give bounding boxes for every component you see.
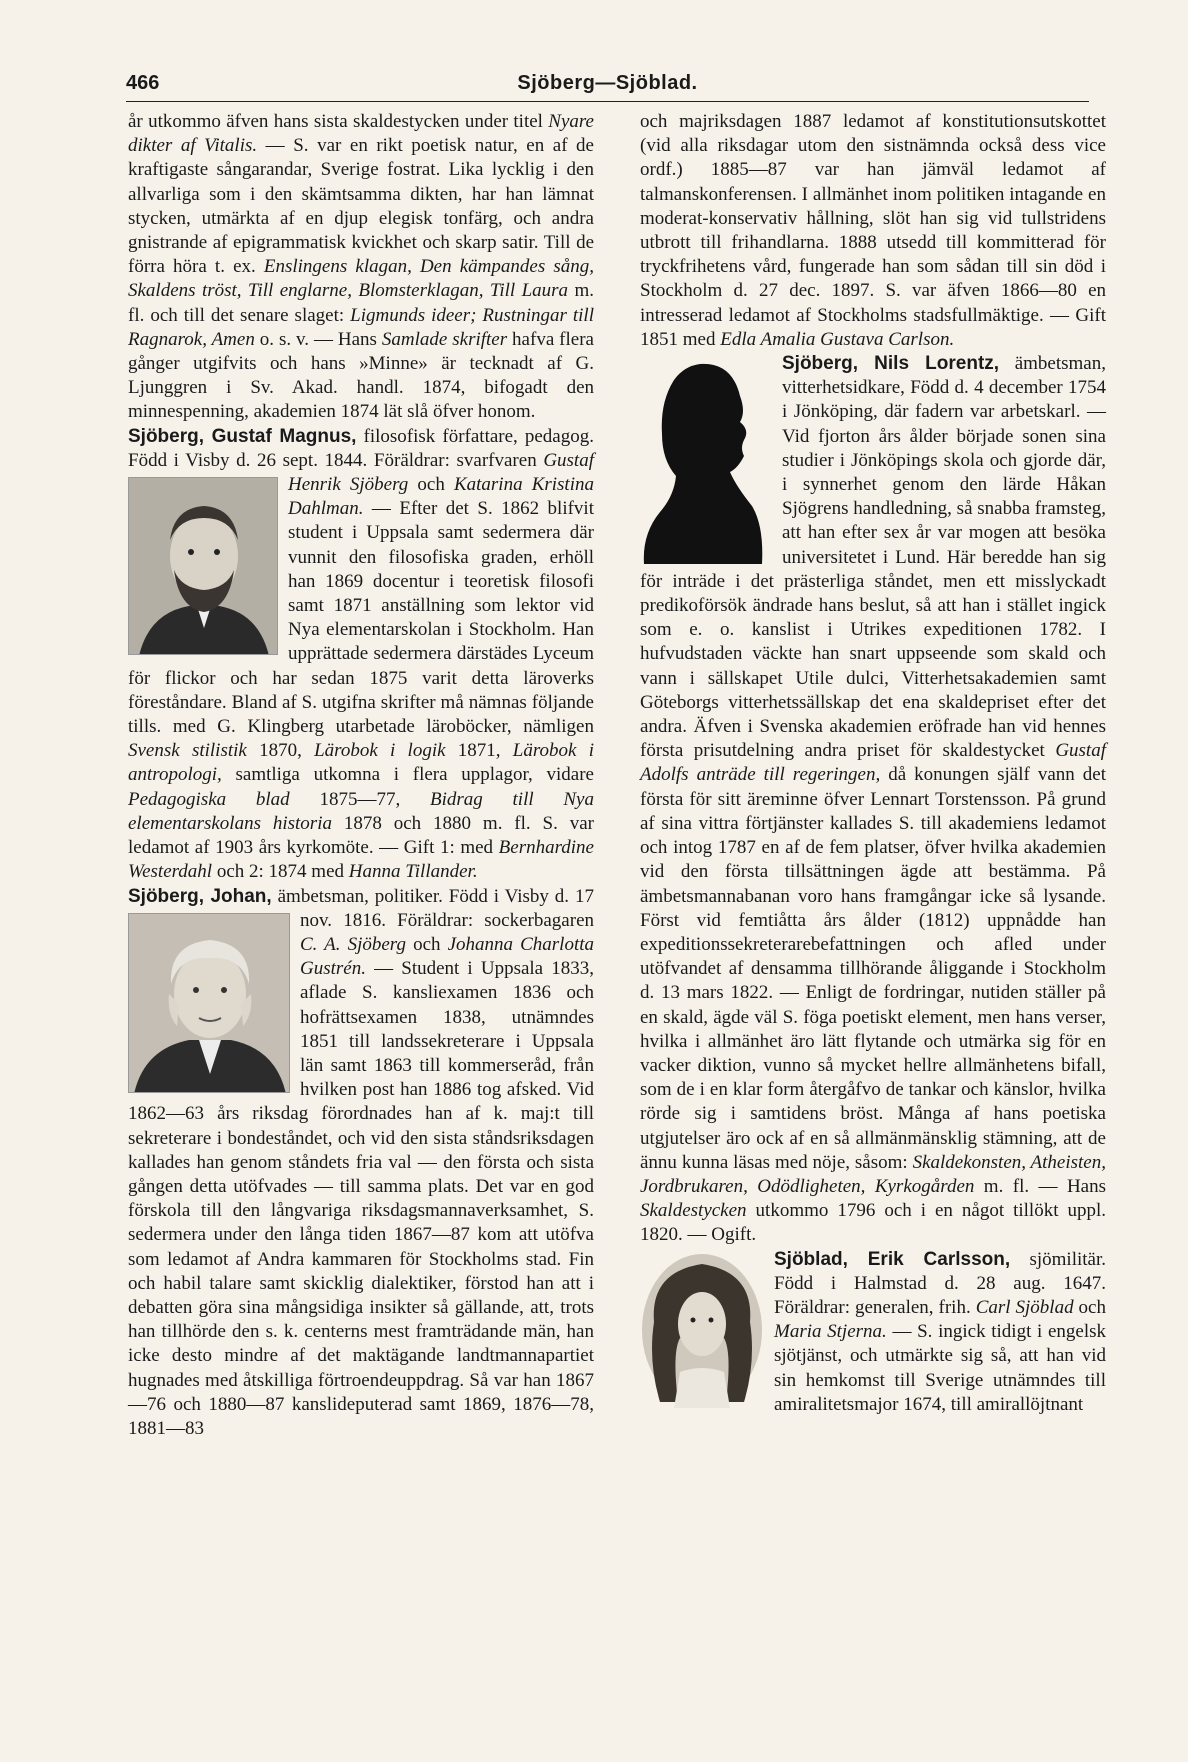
portrait-gustaf-magnus [128, 477, 278, 655]
entry-head-erik: Sjöblad, Erik Carlsson, [774, 1248, 1011, 1270]
portrait-johan [128, 913, 290, 1093]
left-column [128, 110, 594, 1441]
header-rule [126, 101, 1089, 102]
entry-johan: Sjöberg, Johan, ämbetsman, politiker. Född i Visby d. 17 nov. 1816. Föräldrar: sockerbagaren C. A. Sjöberg och Johanna Charlotta Gustrén. — Student i Uppsala 1833, aflade S. kansliexamen 1836 och hofrättsexamen 1838, utnämndes 1851 till landssekreterare i Uppsala län samt 1863 till kommerseråd, från hvilken post han 1886 tog afsked. Vid 1862—63 års riksdag förordnades han af k. maj:t till sekreterare i bondeståndet, och vid den sista ståndsriksdagen kallades han genom ståndets fria val — den första och sista gången detta utöfvades — till samma plats. Det var en god förskola till den långvariga riksdagsmannaverksamhet, S. sedermera under den långa tiden 1867—87 kom att utöfva som ledamot af Andra kammaren för Stockholms stad. Fin och habil talare samt skicklig dialektiker, förstod han att i debatten göra sina mångsidiga insikter så gällande, att, trots han tillhörde den s. k. centerns mest framträdande män, han icke desto mindre af det maktägande landtmannapartiet hugnades med åtskilliga förtroendeuppdrag. Så var han 1867—76 och 1880—87 kanslideputerad samt 1869, 1876—78, 1881—83 [128, 885, 595, 1439]
entry-head-johan: Sjöberg, Johan, [128, 885, 272, 907]
running-head: Sjöberg—Sjöblad. [517, 72, 698, 94]
right-column [640, 110, 1106, 1417]
portrait-erik-carlsson [640, 1252, 764, 1408]
entry-nils-lorentz: Sjöberg, Nils Lorentz, ämbetsman, vitterhetsidkare, Född d. 4 december 1754 i Jönköping, där fadern var arbetskarl. — Vid fjorton års ålder började sonen sina studier i Jönköpings skola och gjorde där, i synnerhet genom den lärde Håkan Sjögrens handledning, så snabba framsteg, att han efter sex år var mogen att besöka universitetet i Lund. Här beredde han sig för inträde i det prästerliga ståndet, men ett misslyckadt predikoförsök ändrade hans beslut, så att han i stället ingick som e. o. kanslist i Utrikes expeditionen 1782. I hufvudstaden väckte han snart uppseende som skald och vann i sällskapet Utile dulci, Vitterhetsakademien samt Göteborgs vitterhetssällskap det ena skaldepriset efter det andra. Äfven i Svenska akademien eröfrade han vid hennes första prisutdelning andra priset för skaldestycket Gustaf Adolfs anträde till regeringen, då konungen själf vann det första för sitt äreminne öfver Lennart Torstensson. På grund af sina vittra förtjänster kallades S. till akademiens ledamot och intog 1787 en af de fem platser, öfver hvilka akademien vid den första tillsättningen ägde att bestämma. På ämbetsmannabanan voro hans framgångar icke så lysande. Först vid femtiåtta års ålder (1812) uppnådde han expeditionssekreterarebefattningen och afled under utöfvandet af densamma tillhörande åliggande i Stockholm d. 13 mars 1822. — Enligt de fordringar, nutiden ställer på en skald, ägde väl S. föga poetiskt element, men hans verser, hvilka i allmänhet äro lätt flytande och utmärka sig för en vacker diktion, vunno så mycket hellre allmänhetens bifall, som de i en klar form återgåfvo de tankar och känslor, hvilka rörde sig i samtidens bröst. Många af hans poetiska utgjutelser äro ock af en så allmänmänsklig stämning, att de ännu kunna läsas med nöje, såsom: Skaldekonsten, Atheisten, Jordbrukaren, Odödligheten, Kyrkogården m. fl. — Hans Skaldestycken utkommo 1796 och i en något tillökt uppl. 1820. — Ogift. [640, 353, 1106, 1246]
entry-head-gustaf: Sjöberg, Gustaf Magnus, [128, 425, 357, 447]
page-header [126, 68, 1089, 104]
page-number: 466 [126, 72, 160, 94]
portrait-nils-lorentz-silhouette [640, 356, 766, 564]
entry-gustaf-magnus: Sjöberg, Gustaf Magnus, filosofisk författare, pedagog. Född i Visby d. 26 sept. 1844. Föräldrar: svarfvaren Gustaf Henrik Sjöberg och Katarina Kristina Dahlman. — Efter det S. 1862 blifvit student i Uppsala samt sedermera där vunnit den filosofiska graden, erhöll han 1869 docentur i teoretisk filosofi samt 1871 anställning som lektor vid Nya elementarskolan i Stockholm. Han upprättade sedermera därstädes Lyceum för flickor och har sedan 1875 varit detta läroverks föreståndare. Bland af S. utgifna skrifter må nämnas följande tills. med G. Klingberg utarbetade läroböcker, nämligen Svensk stilistik 1870, Lärobok i logik 1871, Lärobok i antropologi, samtliga utkomna i flera upplagor, vidare Pedagogiska blad 1875—77, Bidrag till Nya elementarskolans historia 1878 och 1880 m. fl. S. var ledamot af 1903 års kyrkomöte. — Gift 1: med Bernhardine Westerdahl och 2: 1874 med Hanna Tillander. [128, 425, 595, 883]
entry-head-nils: Sjöberg, Nils Lorentz, [782, 353, 1000, 375]
sjoberg-johan-continuation: och majriksdagen 1887 ledamot af konstitutionsutskottet (vid alla riksdagar utom den sistnämnda också dess vice ordf.) 1885—87 var han jämväl ledamot af talmanskonferensen. I allmänhet inom politiken intagande en moderat-konservativ hållning, slöt han sig vid tullstridens utbrott till frihandlarna. 1888 utsedd till kommitterad för tryckfrihetens vård, fungerade han som sådan till sin död i Stockholm d. 27 dec. 1897. S. var äfven 1866—80 en intresserad ledamot af Stockholms stadsfullmäktige. — Gift 1851 med Edla Amalia Gustava Carlson. [640, 111, 1106, 350]
entry-erik-carlsson: Sjöblad, Erik Carlsson, sjömilitär. Född i Halmstad d. 28 aug. 1647. Föräldrar: generalen, frih. Carl Sjöblad och Maria Stjerna. — S. ingick tidigt i engelsk sjötjänst, och utmärkte sig så, att han vid sin hemkomst till Sverige utnämndes till amiralitetsmajor 1674, till amirallöjtnant [640, 1248, 1106, 1417]
sjoberg-vitalis-continuation: år utkommo äfven hans sista skaldestycken under titel Nyare dikter af Vitalis. — S. var en rikt poetisk natur, en af de kraftigaste sångarandar, Sverige fostrat. Lika lycklig i den allvarliga som i den skämtsamma dikten, har han lämnat stycken, utmärkta af en djup elegisk tonfärg, och andra gnistrande af epigrammatisk kvickhet och skarp satir. Till de förra höra t. ex. Enslingens klagan, Den kämpandes sång, Skaldens tröst, Till englarne, Blomsterklagan, Till Laura m. fl. och till det senare slaget: Ligmunds ideer; Rustningar till Ragnarok, Amen o. s. v. — Hans Samlade skrifter hafva flera gånger utgifvits och hans »Minne» är tecknadt af G. Ljunggren i Sv. Akad. handl. 1874, bifogadt den minnespenning, akademien 1874 lät slå öfver honom. [128, 111, 594, 423]
